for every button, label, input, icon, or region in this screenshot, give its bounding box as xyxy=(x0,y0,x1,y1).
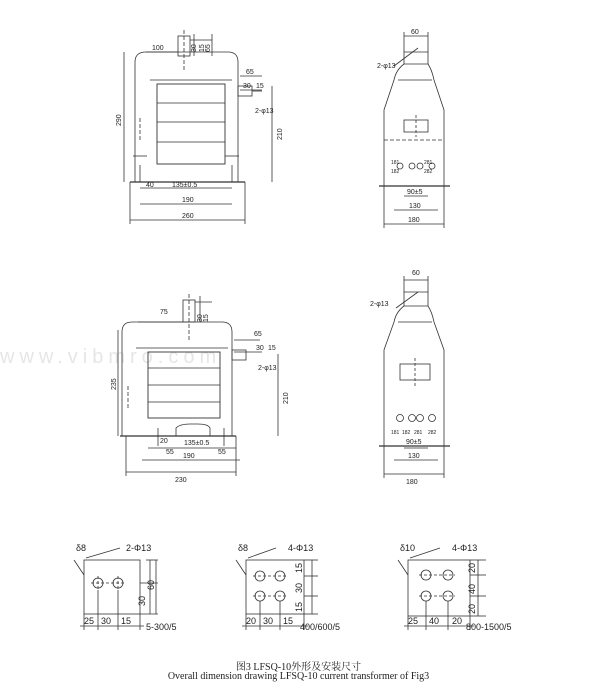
thickness-label: δ8 xyxy=(76,543,87,553)
dim-label: 15 xyxy=(199,44,206,52)
terminal-detail-1 xyxy=(74,543,177,632)
figure-caption-cn: 图3 LFSQ-10外形及安装尺寸 xyxy=(235,662,362,673)
dim-label: 15 xyxy=(121,616,132,626)
dim-label: 30 xyxy=(294,582,304,593)
dim-label: 40 xyxy=(429,616,440,626)
dim-label: 55 xyxy=(166,449,174,456)
dim-label: 235 xyxy=(111,378,118,390)
terminal-label: 282 xyxy=(428,430,437,436)
front-view-middle xyxy=(111,294,290,484)
dim-label: 65 xyxy=(246,69,254,76)
hole-label: 2-φ13 xyxy=(370,301,389,308)
figure-caption-en: Overall dimension drawing LFSQ-10 current transformer of Fig3 xyxy=(167,671,430,682)
dim-label: 15 xyxy=(294,562,304,573)
dim-label: 30 xyxy=(243,83,251,90)
dim-label: 290 xyxy=(116,114,123,126)
dim-label: 60 xyxy=(146,579,156,590)
dim-label: 30 xyxy=(197,314,204,322)
hole-label: 2-φ13 xyxy=(255,108,274,115)
body-outline xyxy=(135,52,238,182)
thickness-label: δ8 xyxy=(238,543,249,553)
terminal-label: 181 xyxy=(391,430,400,436)
dim-label: 30 xyxy=(101,616,112,626)
dim-label: 135±0.5 xyxy=(184,440,210,447)
dim-label: 15 xyxy=(203,314,210,322)
terminal-detail-3 xyxy=(398,543,512,632)
dim-label: 40 xyxy=(467,583,477,594)
dim-label: 130 xyxy=(409,203,421,210)
dim-label: 260 xyxy=(182,213,194,220)
terminal-box xyxy=(176,424,210,436)
dim-label: 210 xyxy=(277,128,284,140)
dim-label: 180 xyxy=(408,217,420,224)
front-view-top xyxy=(116,30,284,224)
body-outline xyxy=(122,322,232,436)
dim-label: 25 xyxy=(84,616,95,626)
dim-label: 15 xyxy=(256,83,264,90)
dim-label: 60 xyxy=(412,270,420,277)
ratio-label: 400/600/5 xyxy=(300,622,341,632)
dim-label: 230 xyxy=(175,477,187,484)
dim-label: 15 xyxy=(283,616,294,626)
watermark: www.vibmro.com xyxy=(0,346,222,368)
dim-label: 135±0.5 xyxy=(172,182,198,189)
dim-label: 210 xyxy=(283,392,290,404)
dim-label: 30 xyxy=(137,595,147,606)
side-view-top xyxy=(377,29,450,228)
dim-label: 65 xyxy=(205,44,212,52)
dim-label: 75 xyxy=(160,309,168,316)
dim-label: 20 xyxy=(160,438,168,445)
thickness-label: δ10 xyxy=(400,543,416,553)
dim-label: 180 xyxy=(406,479,418,486)
hole-label: 2-φ13 xyxy=(377,63,396,70)
dim-label: 20 xyxy=(467,603,477,614)
dim-label: 30 xyxy=(263,616,274,626)
dim-label: 190 xyxy=(182,197,194,204)
dim-label: 65 xyxy=(254,331,262,338)
dim-label: 55 xyxy=(218,449,226,456)
terminal-label: 181 xyxy=(391,160,400,166)
window xyxy=(157,84,225,164)
dim-label: 25 xyxy=(408,616,419,626)
terminal-label: 281 xyxy=(414,430,423,436)
terminal-label: 182 xyxy=(391,169,400,175)
dim-label: 20 xyxy=(452,616,463,626)
dim-label: 60 xyxy=(411,29,419,36)
terminal-label: 282 xyxy=(424,169,433,175)
holes-label: 2-Φ13 xyxy=(126,543,152,553)
dim-label: 90±5 xyxy=(407,189,423,196)
terminal-label: 182 xyxy=(402,430,411,436)
terminal-plate xyxy=(400,364,430,380)
dim-label: 190 xyxy=(183,453,195,460)
side-outline xyxy=(384,306,444,446)
dim-label: 15 xyxy=(294,601,304,612)
holes-label: 4-Φ13 xyxy=(452,543,478,553)
dim-label: 100 xyxy=(152,45,164,52)
ratio-label: 5-300/5 xyxy=(146,622,177,632)
hole-label: 2-φ13 xyxy=(258,365,277,372)
dim-label: 40 xyxy=(146,182,154,189)
dim-label: 90±5 xyxy=(406,439,422,446)
dim-label: 15 xyxy=(268,345,276,352)
dim-label: 30 xyxy=(256,345,264,352)
dim-label: 20 xyxy=(467,562,477,573)
holes-label: 4-Φ13 xyxy=(288,543,314,553)
terminal-label: 281 xyxy=(424,160,433,166)
dim-label: 30 xyxy=(191,44,198,52)
terminal-detail-2 xyxy=(236,543,340,632)
dim-label: 20 xyxy=(246,616,257,626)
dim-label: 130 xyxy=(408,453,420,460)
secondary-terminal xyxy=(232,350,246,360)
side-view-middle xyxy=(370,270,450,486)
ratio-label: 800-1500/5 xyxy=(466,622,512,632)
